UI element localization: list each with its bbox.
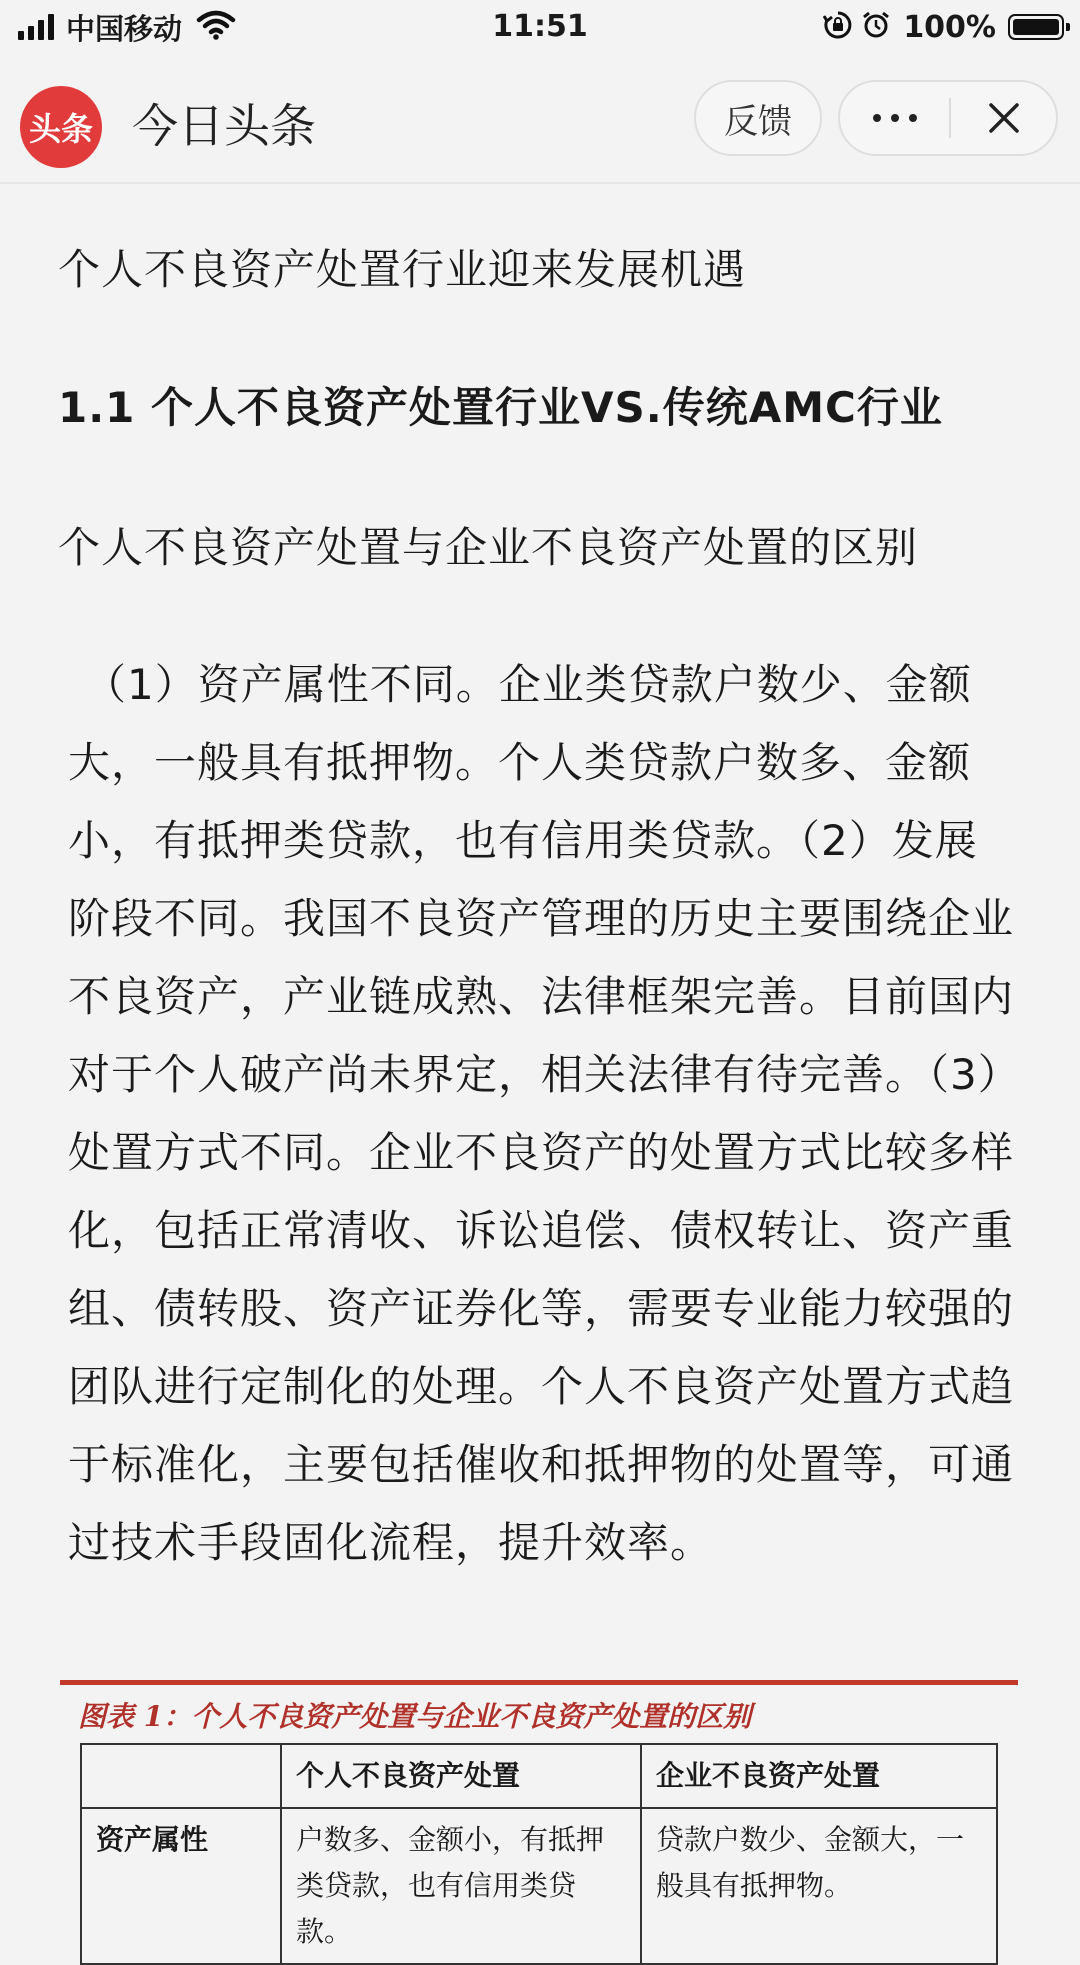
app-title: 今日头条 bbox=[132, 99, 316, 153]
section-heading: 1.1 个人不良资产处置行业VS.传统AMC行业 bbox=[58, 383, 943, 432]
table-header-cell: 个人不良资产处置 bbox=[281, 1744, 641, 1808]
table-cell: 资产属性 bbox=[81, 1808, 281, 1964]
close-icon[interactable] bbox=[951, 82, 1056, 154]
header-divider bbox=[0, 182, 1080, 184]
alarm-icon bbox=[861, 10, 891, 44]
comparison-table bbox=[80, 1743, 998, 1965]
more-icon[interactable] bbox=[840, 82, 950, 154]
table-cell: 贷款户数少、金额大，一般具有抵押物。 bbox=[641, 1808, 997, 1964]
menu-capsule bbox=[838, 80, 1058, 156]
clock: 11:51 bbox=[492, 9, 588, 44]
battery-percent: 100% bbox=[903, 9, 996, 45]
figure-caption: 图表 1：个人不良资产处置与企业不良资产处置的区别 bbox=[78, 1700, 752, 1733]
battery-icon bbox=[1008, 14, 1064, 40]
figure-rule bbox=[60, 1680, 1018, 1685]
figure bbox=[60, 1680, 1018, 1948]
table-header-cell: 企业不良资产处置 bbox=[641, 1744, 997, 1808]
status-bar bbox=[0, 0, 1080, 54]
feedback-button[interactable]: 反馈 bbox=[694, 80, 822, 156]
table-header-row bbox=[81, 1744, 997, 1808]
carrier-label: 中国移动 bbox=[66, 11, 183, 46]
rotation-lock-icon bbox=[823, 10, 853, 44]
app-logo: 头条 bbox=[20, 86, 102, 168]
article-body: （1）资产属性不同。企业类贷款户数少、金额大，一般具有抵押物。个人类贷款户数多、金额小，有抵押类贷款，也有信用类贷款。（2）发展阶段不同。我国不良资产管理的历史主要围绕企业不良资产，产业链成熟、法律框架完善。目前国内对于个人破产尚未界定，相关法律有待完善。（3）处置方式不同。企业不良资产的处置方式比较多样化，包括正常清收、诉讼追偿、债权转让、资产重组、债转股、资产证券化等，需要专业能力较强的团队进行定制化的处理。个人不良资产处置方式趋于标准化，主要包括催收和抵押物的处置等，可通过技术手段固化流程，提升效率。 bbox=[68, 660, 1015, 1567]
table-cell: 户数多、金额小，有抵押类贷款，也有信用类贷款。 bbox=[281, 1808, 641, 1964]
table-header-cell bbox=[81, 1744, 281, 1808]
article-title: 个人不良资产处置行业迎来发展机遇 bbox=[58, 245, 747, 294]
table-row bbox=[81, 1808, 997, 1964]
subheading: 个人不良资产处置与企业不良资产处置的区别 bbox=[58, 523, 919, 572]
app-header bbox=[0, 68, 1080, 180]
article-content bbox=[58, 230, 1018, 1624]
